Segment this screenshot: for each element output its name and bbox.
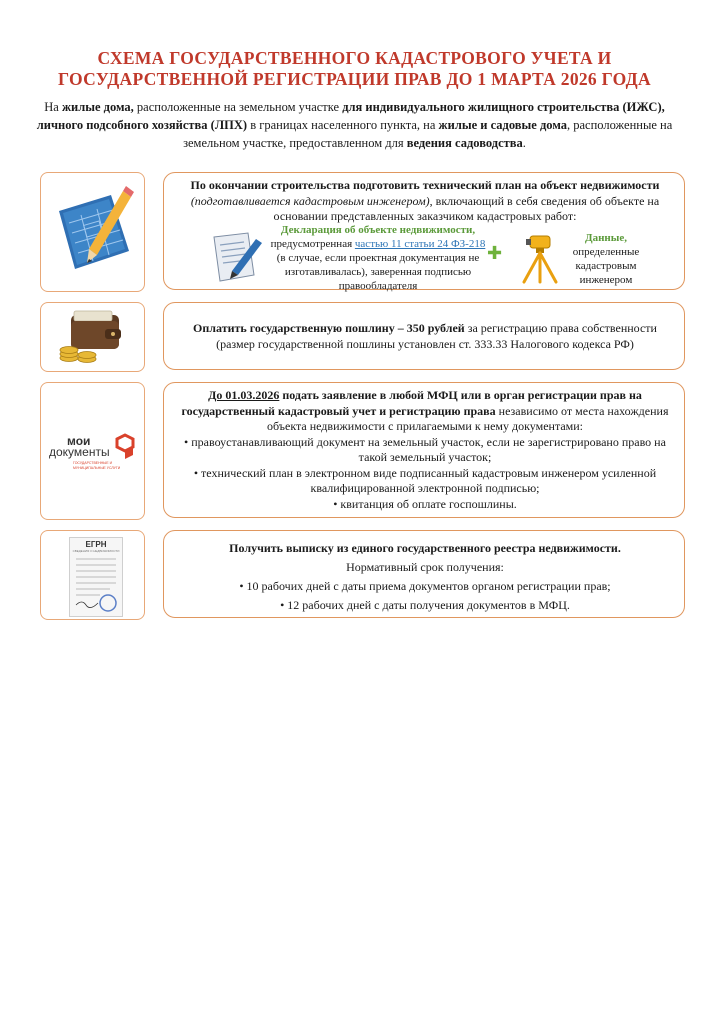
state-fee-amount: Оплатить государственную пошлину – 350 рублей: [193, 321, 465, 335]
engineer-data-text: определенные кадастровым инженером: [572, 246, 640, 286]
blueprint-pencil-icon: [41, 173, 144, 291]
list-item: • правоустанавливающий документ на земельный участок, если не зарегистрировано право на такой земельный участок;: [184, 434, 666, 464]
wallet-coins-icon: [41, 303, 144, 371]
intro-text: На: [44, 100, 62, 114]
intro-text: расположенные на земельном участке: [133, 100, 343, 114]
page-title: [20, 48, 689, 90]
step-1-card: [163, 172, 685, 290]
intro-text: в границах населенного пункта, на: [247, 118, 439, 132]
logo-mark-icon: [115, 433, 137, 459]
intro-bold: для индивидуального жилищного строительства (ИЖС), личного подсобного хозяйства (ЛПХ): [36, 100, 665, 132]
step-2-description: за регистрацию права собственности (размер государственной пошлины установлен ст. 333.33 Налогового кодекса РФ): [216, 321, 657, 351]
step-1-text: , включающий в себя сведения об объекте на основании представленных заказчиком кадастровых работ:: [273, 193, 660, 223]
step-3-card: [163, 382, 685, 518]
egrn-sublabel: СВЕДЕНИЯ О НЕДВИЖИМОСТИ: [72, 549, 120, 553]
moi-dokumenty-logo-box: [40, 382, 145, 520]
intro-text: , расположенные на земельном участке, предоставленном для: [183, 118, 673, 150]
declaration-block: [268, 223, 488, 293]
engineer-data-title: Данные,: [585, 232, 627, 244]
logo-text-dokumenty: документы: [49, 445, 110, 459]
step-1-heading: [176, 178, 674, 225]
step-3-text: [172, 388, 678, 512]
step-4-text: [174, 539, 676, 615]
logo-subtitle: ГОСУДАРСТВЕННЫЕ И МУНИЦИПАЛЬНЫЕ УСЛУГИ: [73, 461, 121, 470]
title-line-1: СХЕМА ГОСУДАРСТВЕННОГО КАДАСТРОВОГО УЧЕТА И: [97, 48, 612, 68]
declaration-text: предусмотренная: [270, 238, 355, 250]
plus-icon: ✚: [487, 243, 503, 263]
egrn-document-icon: [69, 537, 123, 617]
step-3-bold: подать заявление в любой МФЦ или в орган регистрации прав на государственный кадастровый учет и регистрацию права: [181, 388, 642, 418]
title-line-2: ГОСУДАРСТВЕННОЙ РЕГИСТРАЦИИ ПРАВ ДО 1 МАРТА 2026 ГОДА: [58, 69, 651, 89]
theodolite-tripod-icon: [512, 230, 568, 286]
egrn-label: ЕГРН: [85, 540, 107, 549]
intro-bold: ведения садоводства: [406, 136, 523, 150]
egrn-document-icon-box: [40, 530, 145, 620]
engineer-data-block: [568, 231, 644, 287]
intro-paragraph: [22, 98, 687, 152]
egrn-lines-icon: [70, 553, 122, 615]
list-item: • квитанция об оплате госпошлины.: [333, 496, 517, 511]
list-item: • технический план в электронном виде подписанный кадастровым инженером усиленной квалифицированной электронной подписью;: [193, 465, 657, 495]
intro-bold: жилые и садовые дома: [438, 118, 567, 132]
logo-text-moi: мои: [67, 434, 91, 448]
declaration-text: (в случае, если проектная документация не изготавливалась), заверенная подписью правообладателя: [276, 252, 480, 292]
moi-dokumenty-logo: [49, 435, 139, 475]
step-2-text: [176, 321, 674, 352]
step-3-description: независимо от места нахождения объекта недвижимости с прилагаемыми к нему документами:: [266, 403, 669, 433]
step-1-italic: (подготавливается кадастровым инженером): [190, 193, 430, 208]
blueprint-pencil-icon-box: [40, 172, 145, 292]
law-article-link[interactable]: частью 11 статьи 24 ФЗ-218: [354, 238, 486, 250]
intro-text: .: [522, 136, 526, 150]
declaration-document-icon: [208, 231, 266, 285]
step-4-subheading: Нормативный срок получения:: [346, 560, 504, 574]
intro-bold: жилые дома,: [61, 100, 134, 114]
deadline-date: До 01.03.2026: [208, 388, 280, 402]
step-4-card: [163, 530, 685, 618]
list-item: • 12 рабочих дней с даты получения документов в МФЦ.: [280, 598, 570, 612]
declaration-title: Декларация об объекте недвижимости,: [280, 224, 476, 236]
step-1-bold: По окончании строительства подготовить технический план на объект недвижимости: [190, 178, 660, 192]
step-4-heading: Получить выписку из единого государственного реестра недвижимости.: [229, 541, 621, 555]
wallet-coins-icon-box: [40, 302, 145, 372]
list-item: • 10 рабочих дней с даты приема документов органом регистрации прав;: [239, 579, 611, 593]
step-2-card: [163, 302, 685, 370]
